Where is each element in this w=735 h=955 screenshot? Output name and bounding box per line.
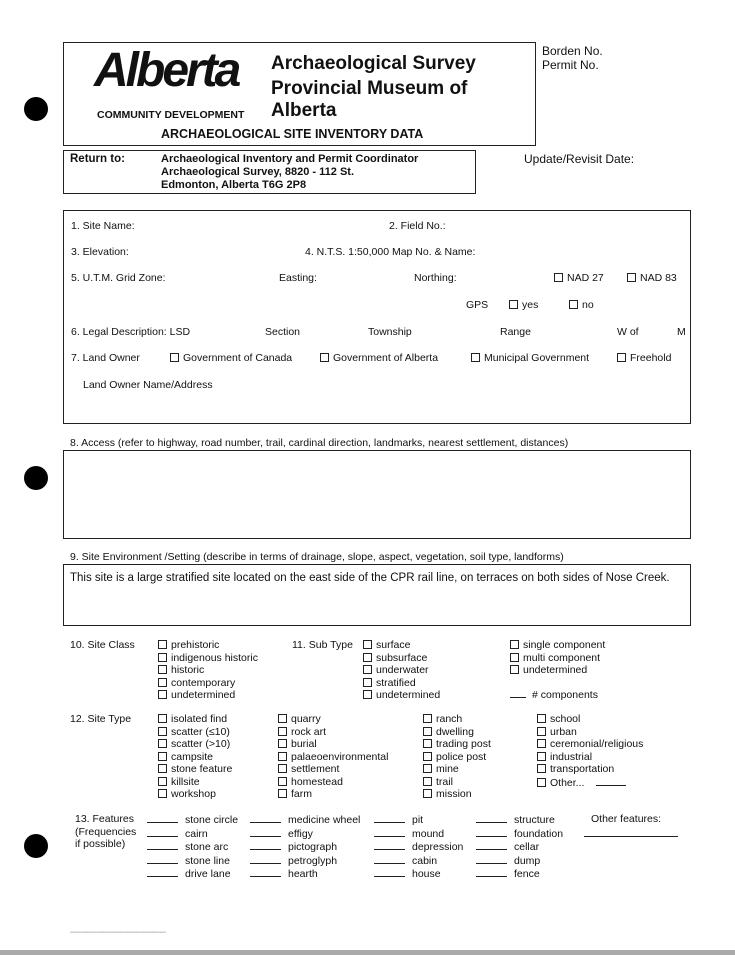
utm-zone-field[interactable]: 5. U.T.M. Grid Zone: — [71, 272, 166, 284]
feature-item[interactable]: fence — [476, 867, 563, 881]
owner-alberta-checkbox[interactable] — [320, 353, 329, 362]
gps-yes-checkbox[interactable] — [509, 300, 518, 309]
header-box — [63, 42, 536, 146]
site-type-col-2 — [278, 713, 388, 801]
feature-item[interactable]: stone circle — [147, 813, 238, 827]
checkbox[interactable] — [537, 739, 546, 748]
meridian-field[interactable]: M — [677, 326, 686, 338]
org-line-1: Archaeological Survey — [271, 53, 476, 74]
access-textarea[interactable] — [63, 450, 691, 539]
checkbox[interactable] — [423, 752, 432, 761]
return-to-label: Return to: — [70, 153, 125, 165]
checkbox[interactable] — [158, 678, 167, 687]
site-type-option[interactable]: killsite — [158, 776, 232, 789]
environment-label: 9. Site Environment /Setting (describe in terms of drainage, slope, aspect, vegetation, soil type, landforms) — [70, 551, 564, 563]
site-type-option[interactable]: settlement — [278, 763, 388, 776]
nts-map-field[interactable]: 4. N.T.S. 1:50,000 Map No. & Name: — [305, 246, 476, 258]
site-type-option[interactable]: trail — [423, 776, 491, 789]
site-type-col-4 — [537, 713, 643, 789]
checkbox[interactable] — [423, 727, 432, 736]
checkbox[interactable] — [537, 714, 546, 723]
checkbox[interactable] — [510, 653, 519, 662]
checkbox[interactable] — [423, 714, 432, 723]
frequency-blank[interactable] — [147, 867, 178, 877]
site-type-option[interactable]: urban — [537, 726, 643, 739]
feature-item[interactable]: house — [374, 867, 463, 881]
sub-type-undetermined[interactable]: undetermined — [363, 689, 440, 702]
sub-type-underwater[interactable]: underwater — [363, 664, 440, 677]
site-type-option[interactable]: mission — [423, 788, 491, 801]
site-type-option[interactable]: homestead — [278, 776, 388, 789]
checkbox[interactable] — [423, 739, 432, 748]
frequency-blank[interactable] — [374, 813, 405, 823]
multi-component[interactable]: multi component — [510, 652, 605, 665]
feature-item[interactable]: stone line — [147, 854, 238, 868]
site-type-option[interactable]: workshop — [158, 788, 232, 801]
owner-address-field[interactable]: Land Owner Name/Address — [83, 379, 213, 391]
site-type-option[interactable]: mine — [423, 763, 491, 776]
site-type-option[interactable]: police post — [423, 751, 491, 764]
checkbox[interactable] — [537, 778, 546, 787]
frequency-blank[interactable] — [476, 867, 507, 877]
return-address-3: Edmonton, Alberta T6G 2P8 — [161, 179, 307, 191]
site-class-label: 10. Site Class — [70, 639, 135, 651]
site-class-options — [158, 639, 258, 702]
component-undetermined[interactable]: undetermined — [510, 664, 605, 677]
frequency-blank[interactable] — [476, 813, 507, 823]
site-type-option[interactable]: stone feature — [158, 763, 232, 776]
feature-item[interactable]: cellar — [476, 840, 563, 854]
site-type-option[interactable]: ranch — [423, 713, 491, 726]
checkbox[interactable] — [158, 739, 167, 748]
checkbox[interactable] — [363, 690, 372, 699]
site-type-option[interactable]: trading post — [423, 738, 491, 751]
checkbox[interactable] — [158, 640, 167, 649]
owner-freehold-checkbox[interactable] — [617, 353, 626, 362]
checkbox[interactable] — [537, 752, 546, 761]
site-type-option[interactable]: isolated find — [158, 713, 232, 726]
checkbox[interactable] — [363, 640, 372, 649]
site-type-option[interactable]: ceremonial/religious — [537, 738, 643, 751]
frequency-blank[interactable] — [250, 840, 281, 850]
alberta-logo: Alberta — [94, 44, 239, 97]
owner-alberta-option[interactable]: Government of Alberta — [320, 352, 438, 364]
frequency-blank[interactable] — [250, 813, 281, 823]
checkbox[interactable] — [423, 777, 432, 786]
feature-item[interactable]: cabin — [374, 854, 463, 868]
components-count-blank[interactable] — [510, 688, 526, 698]
checkbox[interactable] — [158, 727, 167, 736]
nad27-checkbox[interactable] — [554, 273, 563, 282]
nad83-option[interactable]: NAD 83 — [627, 272, 677, 284]
nad83-checkbox[interactable] — [627, 273, 636, 282]
legal-lsd-field[interactable]: 6. Legal Description: LSD — [71, 326, 191, 338]
frequency-blank[interactable] — [374, 867, 405, 877]
update-revisit-label: Update/Revisit Date: — [524, 152, 635, 166]
return-to-box — [63, 150, 476, 194]
site-class-indigenous-historic[interactable]: indigenous historic — [158, 652, 258, 665]
environment-value: This site is a large stratified site located on the east side of the CPR rail line, on terraces on both sides of Nose Creek. — [70, 572, 670, 584]
checkbox[interactable] — [158, 764, 167, 773]
site-class-contemporary[interactable]: contemporary — [158, 677, 258, 690]
frequency-blank[interactable] — [147, 813, 178, 823]
form-footer-code: ▪▪▪▪▪▪▪▪▪▪▪▪▪▪▪▪▪▪▪▪▪▪▪▪▪▪▪▪▪▪▪▪▪▪▪▪▪▪▪▪▪▪▪▪▪▪▪▪▪▪▪▪▪▪▪▪▪▪▪▪▪▪▪▪▪▪▪▪▪▪▪▪▪▪▪▪▪▪▪▪▪▪▪▪▪▪▪▪▪▪ — [70, 930, 166, 934]
township-field[interactable]: Township — [368, 326, 412, 338]
gps-yes-option[interactable]: yes — [509, 299, 538, 311]
single-component[interactable]: single component — [510, 639, 605, 652]
gps-no-checkbox[interactable] — [569, 300, 578, 309]
site-info-box — [63, 210, 691, 424]
checkbox[interactable] — [537, 727, 546, 736]
sub-type-stratified[interactable]: stratified — [363, 677, 440, 690]
features-col-4 — [476, 813, 563, 881]
feature-item[interactable]: depression — [374, 840, 463, 854]
feature-item[interactable]: foundation — [476, 827, 563, 841]
owner-canada-checkbox[interactable] — [170, 353, 179, 362]
punch-hole-bottom — [24, 834, 48, 858]
checkbox[interactable] — [363, 678, 372, 687]
site-type-option[interactable]: scatter (≤10) — [158, 726, 232, 739]
features-col-2 — [250, 813, 360, 881]
site-type-option[interactable]: industrial — [537, 751, 643, 764]
checkbox[interactable] — [158, 653, 167, 662]
owner-municipal-option[interactable]: Municipal Government — [471, 352, 589, 364]
field-no-field[interactable]: 2. Field No.: — [389, 220, 446, 232]
component-options — [510, 639, 605, 677]
other-site-type-blank[interactable] — [596, 776, 626, 786]
feature-item[interactable]: pictograph — [250, 840, 360, 854]
site-type-option[interactable]: transportation — [537, 763, 643, 776]
site-type-other[interactable]: Other... — [537, 776, 643, 790]
department: COMMUNITY DEVELOPMENT — [97, 109, 245, 121]
frequency-blank[interactable] — [147, 854, 178, 864]
w-of-field[interactable]: W of — [617, 326, 639, 338]
owner-municipal-checkbox[interactable] — [471, 353, 480, 362]
site-type-option[interactable]: campsite — [158, 751, 232, 764]
feature-item[interactable]: effigy — [250, 827, 360, 841]
feature-item[interactable]: hearth — [250, 867, 360, 881]
page-bottom-edge — [0, 950, 735, 955]
checkbox[interactable] — [158, 714, 167, 723]
northing-field[interactable]: Northing: — [414, 272, 457, 284]
sub-type-subsurface[interactable]: subsurface — [363, 652, 440, 665]
gps-no-option[interactable]: no — [569, 299, 594, 311]
elevation-field[interactable]: 3. Elevation: — [71, 246, 129, 258]
feature-item[interactable]: pit — [374, 813, 463, 827]
form-title: ARCHAEOLOGICAL SITE INVENTORY DATA — [161, 127, 424, 141]
site-name-field[interactable]: 1. Site Name: — [71, 220, 135, 232]
checkbox[interactable] — [537, 764, 546, 773]
site-type-label: 12. Site Type — [70, 713, 132, 725]
owner-canada-option[interactable]: Government of Canada — [170, 352, 292, 364]
land-owner-label: 7. Land Owner — [71, 352, 140, 364]
site-type-col-3 — [423, 713, 491, 801]
borden-no-label: Borden No. — [542, 44, 603, 58]
site-type-option[interactable]: dwelling — [423, 726, 491, 739]
other-features-label: Other features: — [591, 813, 662, 825]
checkbox[interactable] — [510, 665, 519, 674]
frequency-blank[interactable] — [250, 867, 281, 877]
punch-hole-top — [24, 97, 48, 121]
feature-item[interactable]: dump — [476, 854, 563, 868]
feature-item[interactable]: cairn — [147, 827, 238, 841]
return-address-2: Archaeological Survey, 8820 - 112 St. — [161, 166, 355, 178]
site-class-undetermined[interactable]: undetermined — [158, 689, 258, 702]
sub-type-options — [363, 639, 440, 702]
site-class-prehistoric[interactable]: prehistoric — [158, 639, 258, 652]
easting-field[interactable]: Easting: — [279, 272, 317, 284]
features-col-3 — [374, 813, 463, 881]
checkbox[interactable] — [158, 789, 167, 798]
frequency-blank[interactable] — [476, 854, 507, 864]
feature-item[interactable]: stone arc — [147, 840, 238, 854]
frequency-blank[interactable] — [374, 854, 405, 864]
feature-item[interactable]: petroglyph — [250, 854, 360, 868]
punch-hole-middle — [24, 466, 48, 490]
features-col-1 — [147, 813, 238, 881]
checkbox[interactable] — [423, 764, 432, 773]
site-class-historic[interactable]: historic — [158, 664, 258, 677]
frequency-blank[interactable] — [476, 827, 507, 837]
range-field[interactable]: Range — [500, 326, 531, 338]
permit-no-label: Permit No. — [542, 58, 599, 72]
features-label: 13. Features (Frequencies if possible) — [75, 813, 137, 850]
checkbox[interactable] — [278, 714, 287, 723]
environment-textarea[interactable] — [63, 564, 691, 626]
checkbox[interactable] — [278, 789, 287, 798]
frequency-blank[interactable] — [250, 854, 281, 864]
frequency-blank[interactable] — [147, 840, 178, 850]
checkbox[interactable] — [510, 640, 519, 649]
return-address-1: Archaeological Inventory and Permit Coordinator — [161, 153, 419, 165]
frequency-blank[interactable] — [476, 840, 507, 850]
sub-type-surface[interactable]: surface — [363, 639, 440, 652]
gps-label: GPS — [466, 299, 489, 311]
site-type-option[interactable]: burial — [278, 738, 388, 751]
checkbox[interactable] — [363, 653, 372, 662]
site-type-option[interactable]: school — [537, 713, 643, 726]
checkbox[interactable] — [278, 752, 287, 761]
section-field[interactable]: Section — [265, 326, 301, 338]
org-line-2: Provincial Museum of Alberta — [271, 78, 468, 121]
access-label: 8. Access (refer to highway, road number, trail, cardinal direction, landmarks, nearest settlement, distances) — [70, 437, 569, 449]
owner-freehold-option[interactable]: Freehold — [617, 352, 671, 364]
checkbox[interactable] — [158, 665, 167, 674]
frequency-blank[interactable] — [250, 827, 281, 837]
site-type-option[interactable]: scatter (>10) — [158, 738, 232, 751]
site-type-option[interactable]: palaeoenvironmental — [278, 751, 388, 764]
checkbox[interactable] — [158, 690, 167, 699]
site-type-option[interactable]: rock art — [278, 726, 388, 739]
checkbox[interactable] — [158, 777, 167, 786]
nad27-option[interactable]: NAD 27 — [554, 272, 604, 284]
components-count[interactable]: # components — [510, 688, 598, 701]
sub-type-label: 11. Sub Type — [292, 639, 353, 651]
feature-item[interactable]: drive lane — [147, 867, 238, 881]
site-type-option[interactable]: quarry — [278, 713, 388, 726]
feature-item[interactable]: mound — [374, 827, 463, 841]
site-type-col-1 — [158, 713, 232, 801]
checkbox[interactable] — [158, 752, 167, 761]
checkbox[interactable] — [278, 727, 287, 736]
frequency-blank[interactable] — [374, 827, 405, 837]
checkbox[interactable] — [278, 739, 287, 748]
feature-item[interactable]: medicine wheel — [250, 813, 360, 827]
checkbox[interactable] — [278, 764, 287, 773]
checkbox[interactable] — [363, 665, 372, 674]
other-features-blank[interactable] — [584, 826, 678, 837]
checkbox[interactable] — [278, 777, 287, 786]
feature-item[interactable]: structure — [476, 813, 563, 827]
site-type-option[interactable]: farm — [278, 788, 388, 801]
frequency-blank[interactable] — [147, 827, 178, 837]
checkbox[interactable] — [423, 789, 432, 798]
frequency-blank[interactable] — [374, 840, 405, 850]
